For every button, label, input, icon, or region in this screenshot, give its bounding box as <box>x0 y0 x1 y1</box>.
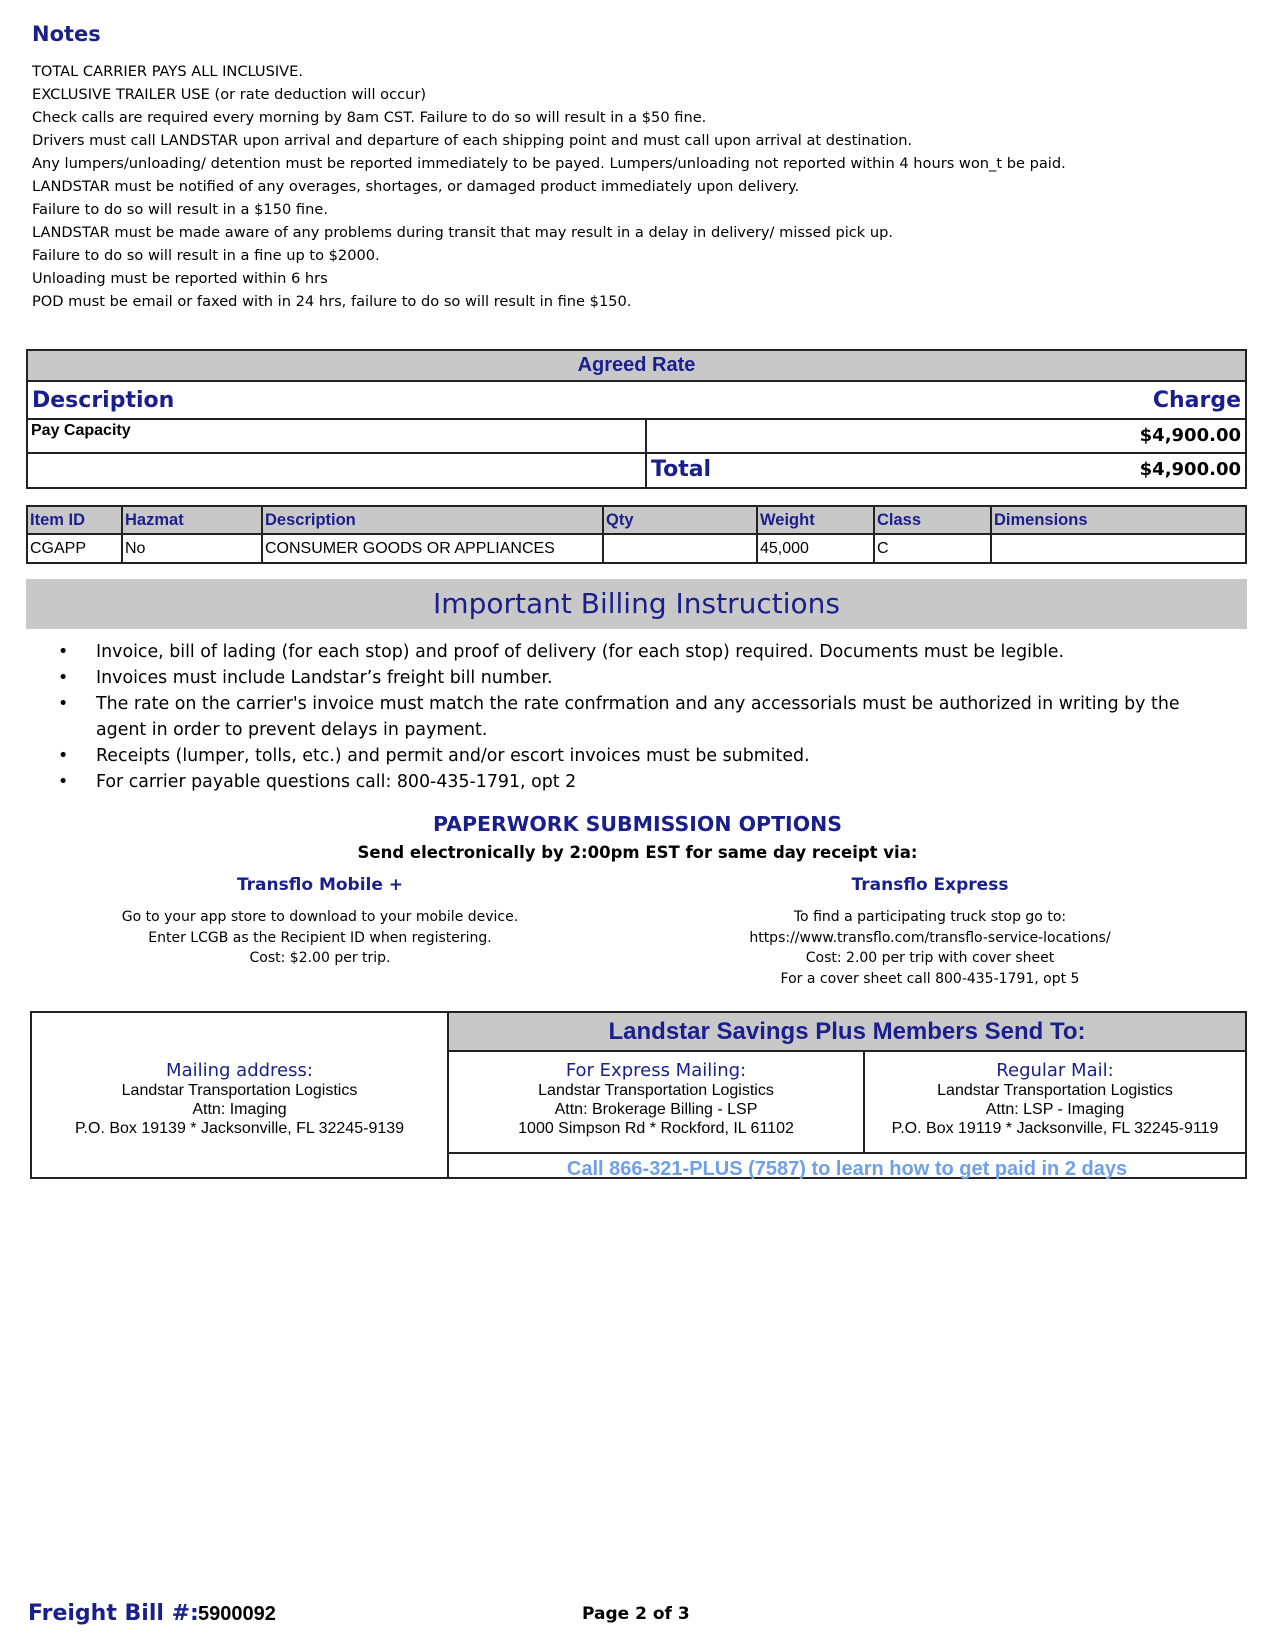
address-line: P.O. Box 19139 * Jacksonville, FL 32245-9139 <box>74 1120 405 1137</box>
savings-plus-title: Landstar Savings Plus Members Send To: <box>449 1013 1245 1052</box>
description-header: Description <box>32 388 175 413</box>
billing-title: Important Billing Instructions <box>26 579 1247 629</box>
column-divider <box>645 420 647 452</box>
note-line: Failure to do so will result in a $150 fine. <box>32 201 328 218</box>
express-line: For a cover sheet call 800-435-1791, opt 5 <box>780 970 1080 987</box>
cell-description: CONSUMER GOODS OR APPLIANCES <box>262 534 603 563</box>
regular-mail-title: Regular Mail: <box>996 1060 1114 1081</box>
list-item <box>58 639 1228 665</box>
column-divider <box>645 454 647 487</box>
mailing-address-section <box>32 1013 449 1177</box>
express-line: Cost: 2.00 per trip with cover sheet <box>805 950 1055 966</box>
address-line: 1000 Simpson Rd * Rockford, IL 61102 <box>518 1120 794 1137</box>
bullet: • <box>58 694 69 714</box>
table-row <box>27 534 1246 563</box>
savings-plus-call: Call 866-321-PLUS (7587) to learn how to get paid in 2 days <box>449 1152 1245 1177</box>
pay-capacity-amount: $4,900.00 <box>1139 425 1241 446</box>
billing-list <box>58 639 1228 795</box>
agreed-rate-title: Agreed Rate <box>28 351 1245 382</box>
address-line: Landstar Transportation Logistics <box>121 1082 358 1099</box>
total-label: Total <box>651 457 712 482</box>
bullet: • <box>58 772 69 792</box>
address-line: Landstar Transportation Logistics <box>538 1082 774 1099</box>
freight-bill-number: 5900092 <box>198 1603 276 1625</box>
cell-class: C <box>874 534 991 563</box>
bullet: • <box>58 668 69 688</box>
total-amount: $4,900.00 <box>1139 459 1241 480</box>
transflo-express-title: Transflo Express <box>851 875 1009 895</box>
note-line: LANDSTAR must be notified of any overages, shortages, or damaged product immediately upon delivery. <box>32 178 800 195</box>
note-line: POD must be email or faxed with in 24 hrs, failure to do so will result in fine $150. <box>32 293 632 310</box>
transflo-mobile-section <box>30 875 610 969</box>
cell-qty <box>603 534 757 563</box>
express-line: To find a participating truck stop go to: <box>793 909 1067 925</box>
mobile-line: Cost: $2.00 per trip. <box>249 950 391 966</box>
billing-text: Invoice, bill of lading (for each stop) and proof of delivery (for each stop) required. Documents must be legible. <box>96 642 1065 662</box>
note-line: Any lumpers/unloading/ detention must be reported immediately to be payed. Lumpers/unloading not reported within 4 hours won_t be paid. <box>32 155 1066 172</box>
bullet: • <box>58 642 69 662</box>
agreed-rate-item-row <box>28 420 1245 454</box>
col-class: Class <box>874 506 991 534</box>
cell-dimensions <box>991 534 1246 563</box>
note-line: LANDSTAR must be made aware of any problems during transit that may result in a delay in delivery/ missed pick up. <box>32 224 894 241</box>
billing-text: Receipts (lumper, tolls, etc.) and permit and/or escort invoices must be submited. <box>96 746 810 766</box>
regular-mail-section <box>865 1052 1245 1152</box>
items-header-row <box>27 506 1246 534</box>
mobile-line: Enter LCGB as the Recipient ID when registering. <box>148 929 492 946</box>
list-item <box>58 665 1228 691</box>
col-weight: Weight <box>757 506 874 534</box>
notes-list <box>32 60 1232 313</box>
freight-bill-label: Freight Bill #: <box>28 1601 199 1626</box>
note-line: TOTAL CARRIER PAYS ALL INCLUSIVE. <box>32 63 304 80</box>
note-line: Unloading must be reported within 6 hrs <box>32 270 328 287</box>
items-table <box>26 505 1247 564</box>
cell-item-id: CGAPP <box>27 534 122 563</box>
col-qty: Qty <box>603 506 757 534</box>
express-mailing-title: For Express Mailing: <box>565 1060 747 1081</box>
note-line: EXCLUSIVE TRAILER USE (or rate deduction will occur) <box>32 86 427 103</box>
billing-text: For carrier payable questions call: 800-435-1791, opt 2 <box>96 772 577 792</box>
mailing-address-title: Mailing address: <box>166 1060 313 1081</box>
list-item <box>58 691 1228 743</box>
mailing-box <box>30 1011 1247 1179</box>
transflo-express-section <box>620 875 1240 989</box>
express-link[interactable]: https://www.transflo.com/transflo-service-locations/ <box>749 929 1111 946</box>
note-line: Drivers must call LANDSTAR upon arrival and departure of each shipping point and must call upon arrival at destination. <box>32 132 913 149</box>
charge-header: Charge <box>1152 388 1241 413</box>
pay-capacity-label: Pay Capacity <box>31 422 131 439</box>
list-item <box>58 743 1228 769</box>
express-mailing-section <box>449 1052 865 1152</box>
address-line: P.O. Box 19119 * Jacksonville, FL 32245-9119 <box>891 1120 1219 1137</box>
address-line: Attn: LSP - Imaging <box>985 1101 1125 1118</box>
list-item <box>58 769 1228 795</box>
note-line: Failure to do so will result in a fine up to $2000. <box>32 247 380 264</box>
address-line: Attn: Brokerage Billing - LSP <box>554 1101 758 1118</box>
cell-weight: 45,000 <box>757 534 874 563</box>
agreed-rate-table <box>26 349 1247 489</box>
billing-text: The rate on the carrier's invoice must match the rate confrmation and any accessorials must be authorized in writing by the agent in order to prevent delays in payment. <box>96 694 1180 740</box>
cell-hazmat: No <box>122 534 262 563</box>
transflo-mobile-title: Transflo Mobile + <box>236 875 404 895</box>
col-item-id: Item ID <box>27 506 122 534</box>
notes-title: Notes <box>32 22 101 46</box>
page-number: Page 2 of 3 <box>582 1604 690 1624</box>
address-line: Attn: Imaging <box>192 1101 287 1118</box>
mobile-line: Go to your app store to download to your mobile device. <box>121 909 519 925</box>
note-line: Check calls are required every morning by 8am CST. Failure to do so will result in a $50 fine. <box>32 109 707 126</box>
agreed-rate-total-row <box>28 454 1245 487</box>
billing-text: Invoices must include Landstar’s freight bill number. <box>96 668 553 688</box>
paperwork-subtitle: Send electronically by 2:00pm EST for same day receipt via: <box>357 843 918 862</box>
address-line: Landstar Transportation Logistics <box>937 1082 1173 1099</box>
paperwork-title: PAPERWORK SUBMISSION OPTIONS <box>432 812 843 836</box>
bullet: • <box>58 746 69 766</box>
agreed-rate-header-row <box>28 382 1245 420</box>
col-dimensions: Dimensions <box>991 506 1246 534</box>
col-description: Description <box>262 506 603 534</box>
col-hazmat: Hazmat <box>122 506 262 534</box>
